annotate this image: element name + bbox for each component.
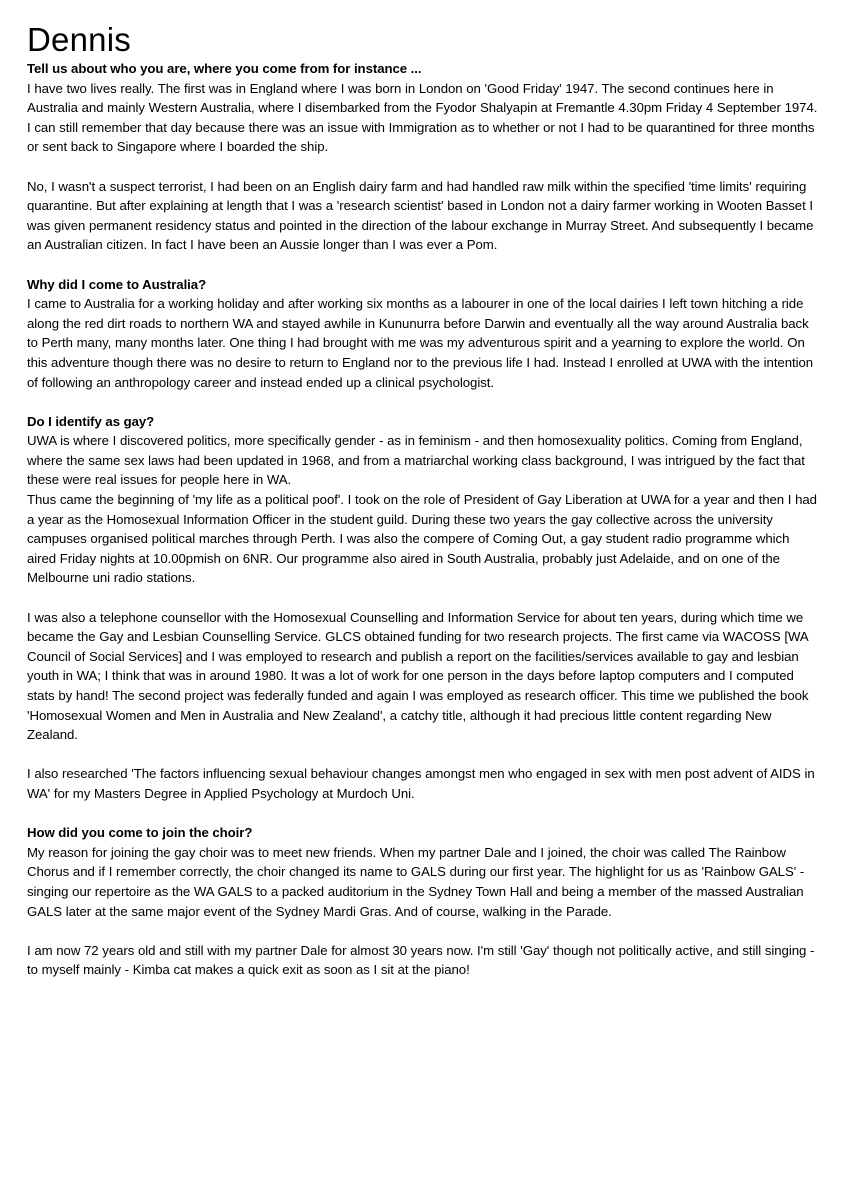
paragraph: Thus came the beginning of 'my life as a political poof'. I took on the role of President of Gay Liberation at UWA for a year and then I had a year as the Homosexual Information Officer in the student guild. During these two years the gay collective across the university campuses organised political marches through Perth. I was also the compere of Coming Out, a gay student radio programme which aired Friday nights at 10.00pmish on 6NR. Our programme also aired in South Australia, probably just Adelaide, and on one of the Melbourne uni radio stations. — [27, 492, 817, 586]
section-tell-us-about-you — [27, 59, 820, 255]
section-heading: How did you come to join the choir? — [27, 825, 253, 841]
paragraph: I am now 72 years old and still with my partner Dale for almost 30 years now. I'm still 'Gay' though not politically active, and still singing - to myself mainly - Kimba cat makes a quick exit as soon as I sit at the piano! — [27, 942, 815, 978]
paragraph: UWA is where I discovered politics, more specifically gender - as in feminism - and then homosexuality politics. Coming from England, where the same sex laws had been updated in 1968, and from a matriarchal working class background, I was intrigued by the fact that these were real issues for people here in WA. — [27, 433, 805, 488]
paragraph: I have two lives really. The first was in England where I was born in London on 'Good Friday' 1947. The second continues here in Australia and mainly Western Australia, where I disembarked from the Fyodor Shalyapin at Fremantle 4.30pm Friday 4 September 1974. I can still remember that day because there was an issue with Immigration as to whether or not I had to be quarantined for three months or sent back to Singapore where I boarded the ship. — [27, 80, 818, 155]
section-spacer — [27, 392, 820, 412]
paragraph-spacer — [27, 921, 820, 941]
section-spacer — [27, 804, 820, 824]
section-how-did-you-join-the-choir — [27, 823, 820, 980]
section-why-did-i-come-to-australia — [27, 275, 820, 393]
section-heading: Why did I come to Australia? — [27, 276, 207, 292]
paragraph: I also researched 'The factors influencing sexual behaviour changes amongst men who engaged in sex with men post advent of AIDS in WA' for my Masters Degree in Applied Psychology at Murdoch Uni. — [27, 766, 815, 801]
paragraph: My reason for joining the gay choir was to meet new friends. When my partner Dale and I joined, the choir was called The Rainbow Chorus and if I remember correctly, the choir changed its name to GALS during our first year. The highlight for us as 'Rainbow GALS' - singing our repertoire as the WA GALS to a packed auditorium in the Sydney Town Hall and being a member of the massed Australian GALS later at the same major event of the Sydney Mardi Gras. And of course, walking in the Parade. — [27, 844, 805, 919]
paragraph: I was also a telephone counsellor with the Homosexual Counselling and Information Service for about ten years, during which time we became the Gay and Lesbian Counselling Service. GLCS obtained funding for two research projects. The first came via WACOSS [WA Council of Social Services] and I was employed to research and publish a report on the facilities/services available to gay and lesbian youth in WA; I think that was in around 1980. It was a lot of work for one person in the days before laptop computers and I computed stats by hand! The second project was federally funded and again I was employed as research officer. This time we published the book 'Homosexual Women and Men in Australia and New Zealand', a catchy title, although it had precious little content regarding New Zealand. — [27, 609, 809, 743]
paragraph: No, I wasn't a suspect terrorist, I had been on an English dairy farm and had handled raw milk within the specified 'time limits' requiring quarantine. But after explaining at length that I was a 'research scientist' based in London not a dairy farmer working in Wooten Basset I was given permanent residency status and pointed in the direction of the labour exchange in Murray Street. And subsequently I became an Australian citizen. In fact I have been an Aussie longer than I was ever a Pom. — [27, 178, 814, 253]
page-title: Dennis — [27, 21, 131, 58]
paragraph-spacer — [27, 745, 820, 765]
section-heading: Tell us about who you are, where you come from for instance ... — [27, 61, 422, 76]
paragraph: I came to Australia for a working holiday and after working six months as a labourer in one of the local dairies I left town hitching a ride along the red dirt roads to northern WA and stayed awhile in Kununurra before Darwin and eventually all the way around Australia back to Perth many, many months later. One thing I had brought with me was my adventurous spirit and a yearning to explore the world. On this adventure though there was no desire to return to England nor to the previous life I had. Instead I enrolled at UWA with the intention of following an anthropology career and instead ended up a clinical psychologist. — [27, 296, 814, 390]
section-spacer — [27, 255, 820, 275]
section-heading: Do I identify as gay? — [27, 413, 155, 429]
paragraph-spacer — [27, 588, 820, 608]
section-do-i-identify-as-gay — [27, 412, 820, 804]
paragraph-spacer — [27, 157, 820, 177]
